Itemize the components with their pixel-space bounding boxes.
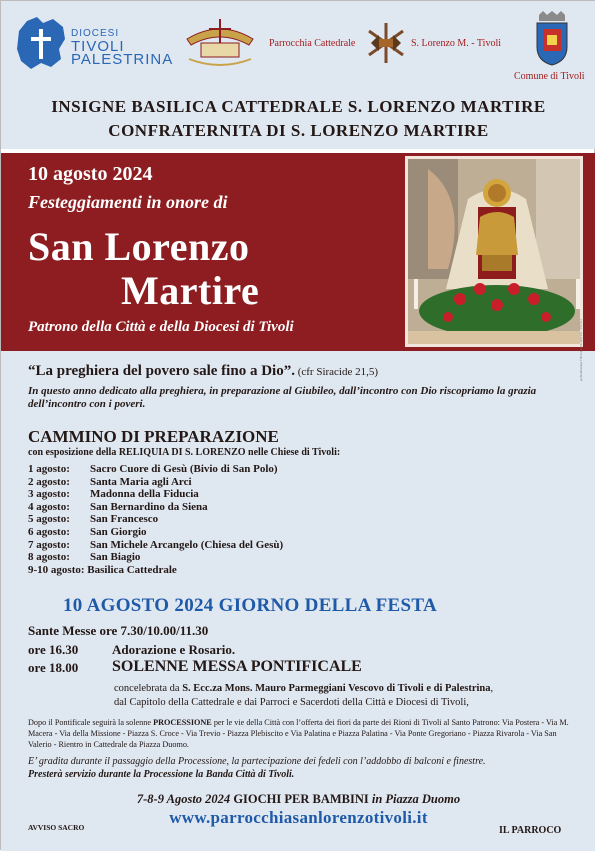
scripture-quote	[28, 363, 378, 380]
schedule-place: San Michele Arcangelo (Chiesa del Gesù)	[90, 538, 284, 551]
diocesi-line2: TIVOLI	[71, 38, 125, 55]
cammino-title: CAMMINO DI PREPARAZIONE	[28, 427, 279, 446]
parrocchia-emblem-icon	[365, 21, 407, 65]
patrono-text: Patrono della Città e della Diocesi di Tivoli	[28, 319, 294, 335]
confraternita-title: CONFRATERNITA DI S. LORENZO MARTIRE	[108, 121, 489, 140]
processione-text	[28, 717, 578, 750]
printer-credit: grafica&stampa TIPOGRAFIA MATTEI - TIVOLI	[579, 319, 583, 381]
giochi-text: GIOCHI PER BAMBINI	[230, 792, 372, 806]
intro-text: In questo anno dedicato alla preghiera, in preparazione al Giubileo, dall’incontro con Dio riscopriamo la grazia dell’incontro con i poveri.	[28, 385, 537, 410]
schedule-place: Santa Maria agli Arci	[90, 475, 192, 488]
conc-post: ,	[490, 683, 494, 694]
diocesi-line1: DIOCESI	[71, 28, 120, 39]
concelebration-text	[114, 682, 493, 710]
basilica-title: INSIGNE BASILICA CATTEDRALE S. LORENZO MARTIRE	[51, 97, 546, 116]
website-url: www.parrocchiasanlorenzotivoli.it	[169, 808, 428, 827]
schedule-day: 2 agosto:	[28, 475, 70, 488]
festeggiamenti-text: Festeggiamenti in onore di	[28, 192, 228, 212]
quote-text: “La preghiera del povero sale fino a Dio”.	[28, 363, 295, 379]
giochi-line	[1, 792, 595, 807]
confraternita-emblem-icon	[179, 15, 261, 71]
schedule-day: 9-10 agosto: Basilica Cattedrale	[28, 563, 177, 576]
diocesi-logo	[13, 13, 173, 73]
schedule-day: 5 agosto:	[28, 513, 70, 526]
schedule-day: 3 agosto:	[28, 488, 70, 501]
parrocchia-place: S. Lorenzo M. - Tivoli	[411, 38, 502, 49]
reliquary-photo	[405, 156, 583, 347]
proc-bold: PROCESSIONE	[153, 718, 212, 727]
time-pontificale: ore 18.00	[28, 660, 79, 675]
schedule-place: San Giorgio	[90, 525, 147, 538]
giochi-place: in Piazza Duomo	[371, 792, 461, 806]
feast-date: 10 agosto 2024	[28, 163, 153, 185]
event-adorazione: Adorazione e Rosario.	[112, 642, 236, 657]
quote-reference: (cfr Siracide 21,5)	[294, 366, 379, 378]
mass-times: Sante Messe ore 7.30/10.00/11.30	[28, 623, 209, 638]
schedule-place: Sacro Cuore di Gesù (Bivio di San Polo)	[90, 463, 278, 475]
schedule-day: 6 agosto:	[28, 525, 70, 538]
schedule-place: Madonna della Fiducia	[90, 488, 199, 501]
comune-crest-icon	[533, 11, 571, 67]
proc-route: per le vie della Città con l’offerta dei fiori da parte dei Rioni di Tivoli al Santo Patrono: Via Postera - Via M. Macera - Via della Missione - Piazza S. Croce - Via Trevio - Piazza Plebiscito e Via Palatina e Piazza Palatina - Via Ponte Gregoriano - Piazza Rivarola - Via San Valerio - Rientro in Cattedrale da Piazza Duomo.	[28, 718, 569, 749]
conc-line2: dal Capitolo della Cattedrale e dai Parroci e Sacerdoti della Città e Diocesi di Tivoli,	[114, 697, 469, 708]
event-pontificale: SOLENNE MESSA PONTIFICALE	[112, 658, 362, 675]
conc-pre: concelebrata da	[114, 683, 183, 694]
schedule-place: San Biagio	[90, 551, 141, 564]
proc-pre: Dopo il Pontificale seguirà la solenne	[28, 718, 154, 727]
feast-day-heading: 10 AGOSTO 2024 GIORNO DELLA FESTA	[63, 595, 437, 616]
schedule-day: 4 agosto:	[28, 500, 70, 513]
reliquary-bust-image	[408, 159, 583, 347]
parroco-signature: IL PARROCO	[499, 825, 562, 836]
diocesi-line3: PALESTRINA	[71, 51, 174, 68]
time-adorazione: ore 16.30	[28, 642, 79, 657]
schedule-place: San Bernardino da Siena	[90, 500, 208, 513]
schedule-day: 8 agosto:	[28, 551, 70, 564]
processione-notes	[28, 756, 578, 781]
conc-bishop: S. Ecc.za Mons. Mauro Parmeggiani Vescovo di Tivoli e di Palestrina	[182, 683, 491, 694]
schedule-day: 1 agosto:	[28, 463, 70, 475]
saint-name-line1: San Lorenzo	[28, 224, 250, 269]
comune-label: Comune di Tivoli	[514, 71, 585, 82]
saint-name-line2: Martire	[121, 268, 260, 313]
cammino-subtitle: con esposizione della RELIQUIA DI S. LORENZO nelle Chiese di Tivoli:	[28, 447, 341, 458]
gradita-text: E’ gradita durante il passaggio della Processione, la partecipazione dei fedeli con l’addobbo di balconi e finestre.	[28, 756, 486, 767]
parrocchia-label: Parrocchia Cattedrale	[269, 38, 356, 49]
diocesi-name	[71, 27, 173, 66]
diocesi-map-icon	[13, 13, 69, 73]
giochi-date: 7-8-9 Agosto 2024	[136, 792, 231, 806]
schedule-place: San Francesco	[90, 513, 159, 526]
banda-text: Presterà servizio durante la Processione la Banda Città di Tivoli.	[28, 768, 295, 780]
avviso-sacro: AVVISO SACRO	[28, 823, 85, 832]
schedule-day: 7 agosto:	[28, 538, 70, 551]
